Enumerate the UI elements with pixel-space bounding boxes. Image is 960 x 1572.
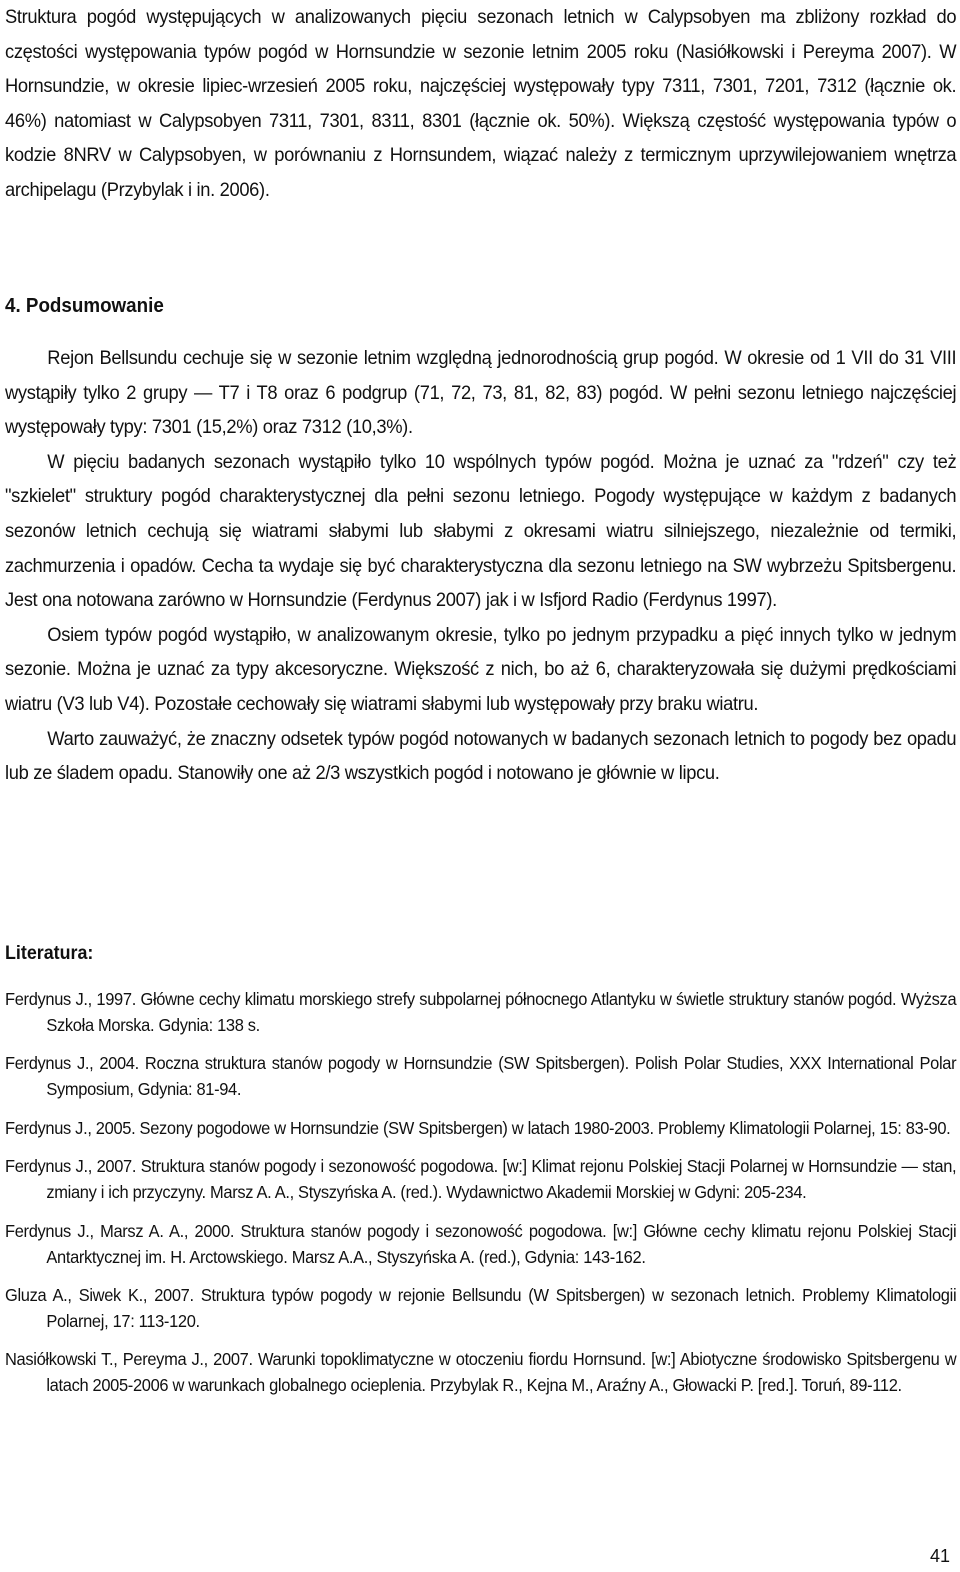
reference-item: Ferdynus J., 1997. Główne cechy klimatu morskiego strefy subpolarnej północnego Atlantyku w świetle struktury stanów pogód. Wyższa Szkoła Morska. Gdynia: 138 s. — [5, 989, 957, 1035]
summary-paragraph: W pięciu badanych sezonach wystąpiło tylko 10 wspólnych typów pogód. Można je uznać za "rdzeń" czy też "szkielet" struktury pogód charakterystycznej dla pełni sezonu letniego. Pogody występujące w każdym z badanych sezonów letnich cechują się wiatrami słabymi lub słabymi z okresami wiatru silniejszego, niezależnie od termiki, zachmurzenia i opadów. Cecha ta wydaje się być charakterystyczna dla sezonu letniego na SW wybrzeżu Spitsbergenu. Jest ona notowana zarówno w Hornsundzie (Ferdynus 2007) jak i w Isfjord Radio (Ferdynus 1997). — [5, 450, 957, 612]
reference-item: Ferdynus J., 2004. Roczna struktura stanów pogody w Hornsundzie (SW Spitsbergen). Polish Polar Studies, XXX International Polar Symposium, Gdynia: 81-94. — [5, 1053, 957, 1100]
section-heading: 4. Podsumowanie — [5, 295, 164, 317]
reference-item: Ferdynus J., 2005. Sezony pogodowe w Hornsundzie (SW Spitsbergen) w latach 1980-2003. Problemy Klimatologii Polarnej, 15: 83-90. — [5, 1117, 951, 1138]
reference-list — [5, 986, 956, 1411]
literature-heading: Literatura: — [5, 943, 94, 964]
page-number: 41 — [929, 1546, 950, 1566]
reference-item: Ferdynus J., 2007. Struktura stanów pogody i sezonowość pogodowa. [w:] Klimat rejonu Polskiej Stacji Polarnej w Hornsundzie — stan, zmiany i ich przyczyny. Marsz A. A., Styszyńska A. (red.). Wydawnictwo Akademii Morskiej w Gdyni: 205-234. — [5, 1156, 957, 1203]
reference-item: Gluza A., Siwek K., 2007. Struktura typów pogody w rejonie Bellsundu (W Spitsbergen) w sezonach letnich. Problemy Klimatologii Polarnej, 17: 113-120. — [5, 1284, 957, 1331]
summary-paragraph: Osiem typów pogód wystąpiło, w analizowanym okresie, tylko po jednym przypadku a pięć innych tylko w jednym sezonie. Można je uznać za typy akcesoryczne. Większość z nich, bo aż 6, charakteryzowała się dużymi prędkościami wiatru (V3 lub V4). Pozostałe cechowały się wiatrami słabymi lub występowały przy braku wiatru. — [5, 623, 957, 715]
summary-section — [5, 341, 960, 791]
reference-item: Nasiółkowski T., Pereyma J., 2007. Warunki topoklimatyczne w otoczeniu fiordu Hornsund. [w:] Abiotyczne środowisko Spitsbergenu w latach 2005-2006 w warunkach globalnego ocieplenia. Przybylak R., Kejna M., Araźny A., Głowacki P. [red.]. Toruń, 89-112. — [5, 1349, 957, 1396]
summary-paragraph: Warto zauważyć, że znaczny odsetek typów pogód notowanych w badanych sezonach letnich to pogody bez opadu lub ze śladem opadu. Stanowiły one aż 2/3 wszystkich pogód i notowano je głównie w lipcu. — [5, 727, 957, 785]
reference-item: Ferdynus J., Marsz A. A., 2000. Struktura stanów pogody i sezonowość pogodowa. [w:] Główne cechy klimatu rejonu Polskiej Stacji Antarktycznej im. H. Arctowskiego. Marsz A.A., Styszyńska A. (red.), Gdynia: 143-162. — [5, 1220, 957, 1267]
intro-paragraph: Struktura pogód występujących w analizowanych pięciu sezonach letnich w Calypsobyen ma zbliżony rozkład do częstości występowania typów pogód w Hornsundzie w sezonie letnim 2005 roku (Nasiółkowski i Pereyma 2007). W Hornsundzie, w okresie lipiec-wrzesień 2005 roku, najczęściej występowały typy 7311, 7301, 7201, 7312 (łącznie ok. 46%) natomiast w Calypsobyen 7311, 7301, 8311, 8301 (łącznie ok. 50%). Większą częstość występowania typów o kodzie 8NRV w Calypsobyen, w porównaniu z Hornsundem, wiązać należy z termicznym uprzywilejowaniem wnętrza archipelagu (Przybylak i in. 2006). — [5, 6, 957, 201]
summary-paragraph: Rejon Bellsundu cechuje się w sezonie letnim względną jednorodnością grup pogód. W okresie od 1 VII do 31 VIII wystąpiły tylko 2 grupy — T7 i T8 oraz 6 podgrup (71, 72, 73, 81, 82, 83) pogód. W pełni sezonu letniego najczęściej występowały typy: 7301 (15,2%) oraz 7312 (10,3%). — [5, 347, 957, 439]
